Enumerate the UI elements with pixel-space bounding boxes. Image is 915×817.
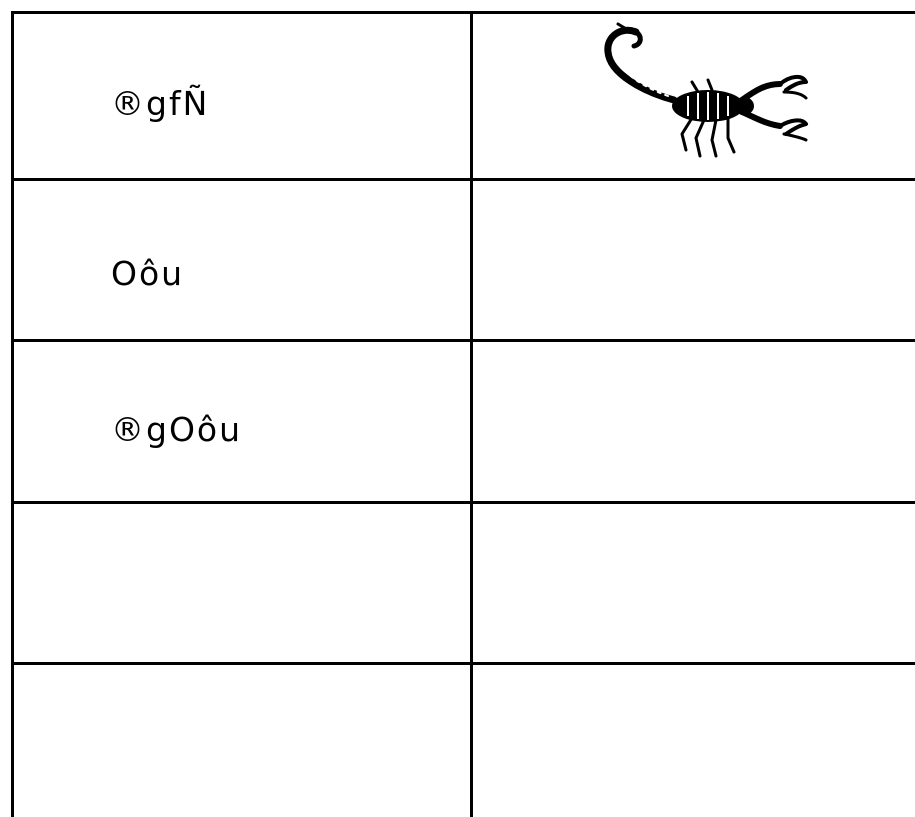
scorpion-icon [588, 22, 810, 164]
column-divider [470, 11, 473, 817]
table-cell-row1-text: ®gfÑ [111, 84, 210, 123]
row-divider [11, 662, 915, 665]
row-divider [11, 339, 915, 342]
table-border-left [11, 11, 14, 817]
table-cell-row3-text: ®gOôu [111, 410, 243, 449]
row-divider [11, 178, 915, 181]
table-cell-row2-text: Oôu [111, 254, 185, 293]
table-border-top [11, 11, 915, 14]
row-divider [11, 501, 915, 504]
